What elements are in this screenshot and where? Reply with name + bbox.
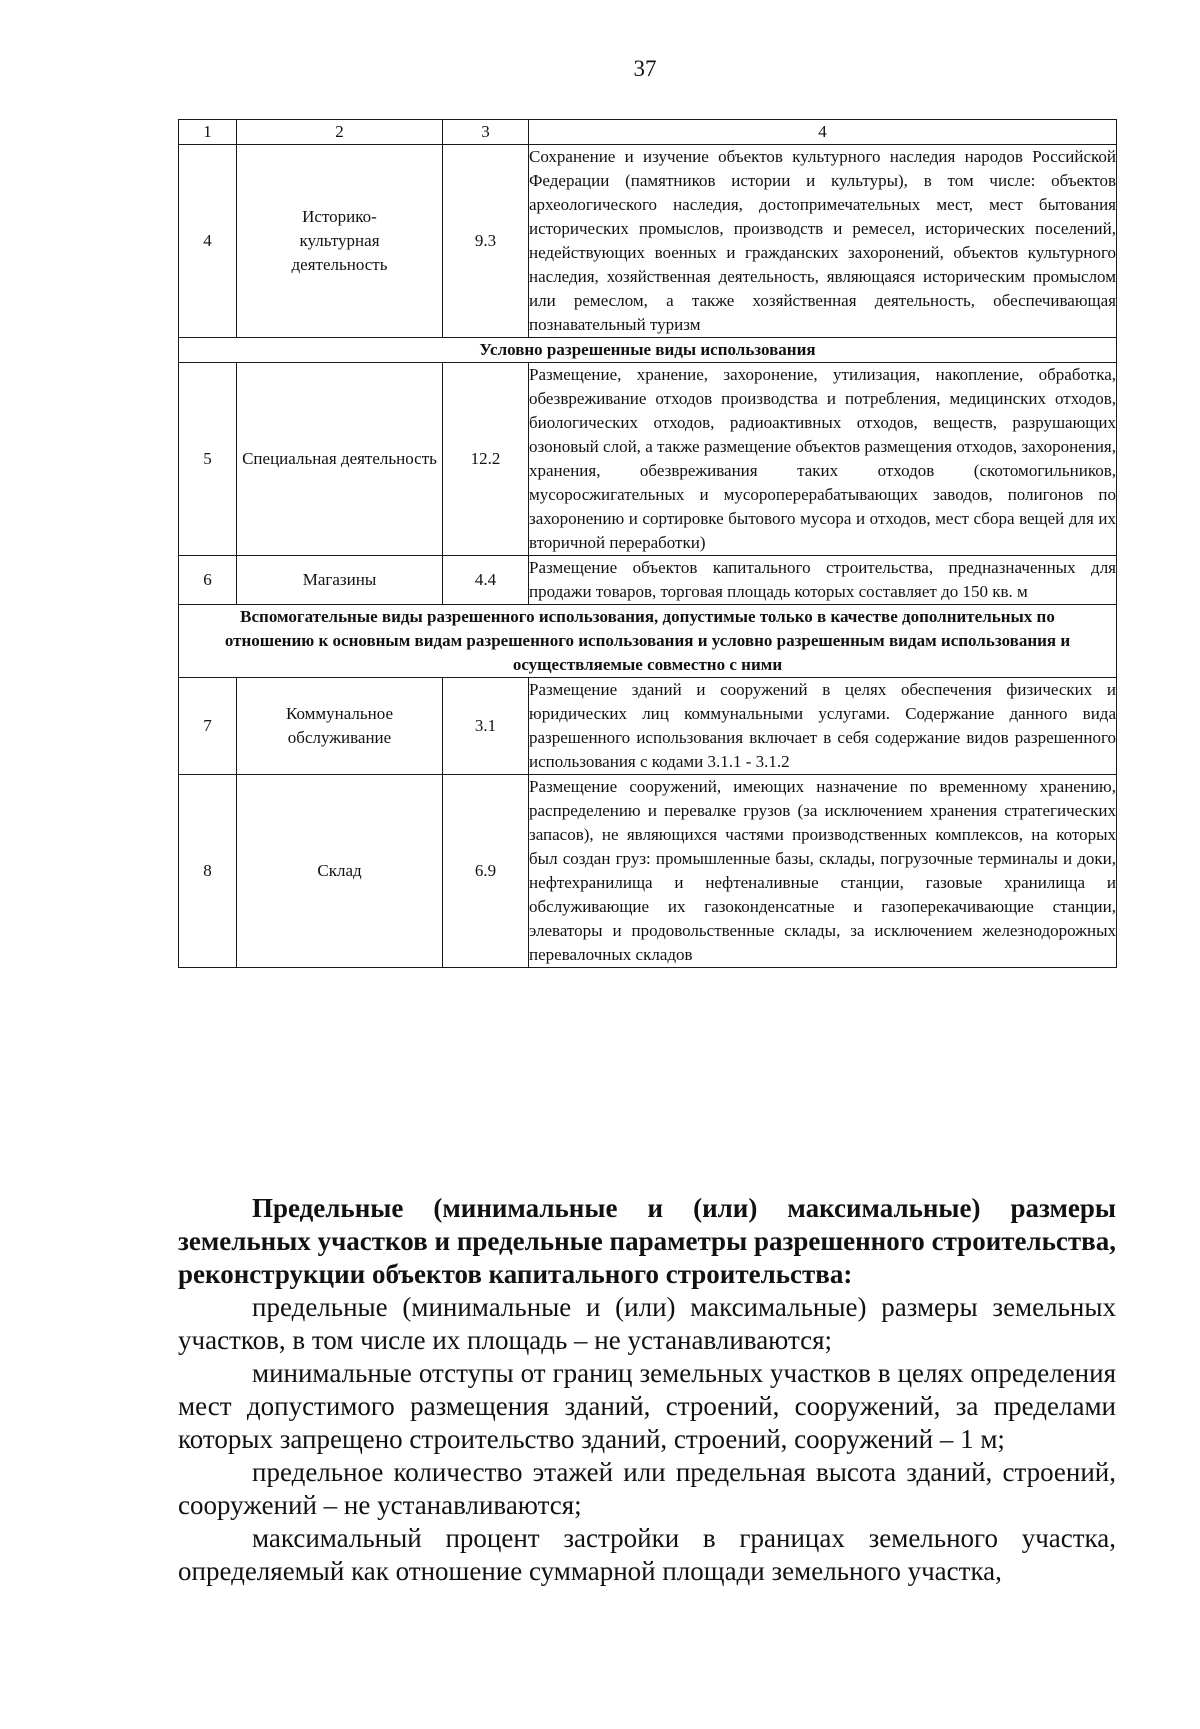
header-cell: 4: [529, 120, 1117, 145]
use-name: Историко- культурная деятельность: [237, 145, 443, 338]
section-row-conditional: [179, 338, 1117, 363]
use-code: 4.4: [443, 556, 529, 605]
header-cell: 3: [443, 120, 529, 145]
table-row: [179, 363, 1117, 556]
table-header-row: [179, 120, 1117, 145]
row-number: 6: [179, 556, 237, 605]
table-row: [179, 775, 1117, 968]
row-number: 7: [179, 678, 237, 775]
body-text: [178, 1192, 1116, 1588]
table-row: [179, 145, 1117, 338]
section-title: Условно разрешенные виды использования: [179, 338, 1117, 363]
row-number: 8: [179, 775, 237, 968]
paragraph: предельные (минимальные и (или) максимальные) размеры земельных участков, в том числе их площадь – не устанавливаются;: [178, 1292, 1116, 1355]
use-name: Коммунальное обслуживание: [237, 678, 443, 775]
table-row: [179, 556, 1117, 605]
use-name: Склад: [237, 775, 443, 968]
section-row-auxiliary: [179, 605, 1117, 678]
use-description: Размещение, хранение, захоронение, утилизация, накопление, обработка, обезвреживание отходов производства и потребления, медицинских отходов, биологических отходов, радиоактивных отходов, веществ, разрушающих озоновый слой, а также размещение объектов размещения отходов, захоронения, хранения, обезвреживания таких отходов (скотомогильников, мусоросжигательных и мусороперерабатывающих заводов, полигонов по захоронению и сортировке бытового мусора и отходов, мест сбора вещей для их вторичной переработки): [529, 363, 1117, 556]
paragraph: минимальные отступы от границ земельных участков в целях определения мест допустимого размещения зданий, строений, сооружений, за пределами которых запрещено строительство зданий, строений, сооружений – 1 м;: [178, 1358, 1116, 1454]
use-code: 6.9: [443, 775, 529, 968]
header-cell: 1: [179, 120, 237, 145]
use-code: 12.2: [443, 363, 529, 556]
paragraph: предельное количество этажей или предельная высота зданий, строений, сооружений – не устанавливаются;: [178, 1457, 1116, 1520]
paragraph: максимальный процент застройки в границах земельного участка, определяемый как отношение суммарной площади земельного участка,: [178, 1523, 1116, 1586]
use-description: Размещение зданий и сооружений в целях обеспечения физических и юридических лиц коммунальными услугами. Содержание данного вида разрешенного использования включает в себя содержание видов разрешенного использования с кодами 3.1.1 - 3.1.2: [529, 678, 1117, 775]
land-use-table: [178, 119, 1117, 968]
row-number: 5: [179, 363, 237, 556]
use-name: Специальная деятельность: [237, 363, 443, 556]
use-name: Магазины: [237, 556, 443, 605]
use-code: 9.3: [443, 145, 529, 338]
table-row: [179, 678, 1117, 775]
use-description: Размещение сооружений, имеющих назначение по временному хранению, распределению и перевалке грузов (за исключением хранения стратегических запасов), не являющихся частями производственных комплексов, на которых был создан груз: промышленные базы, склады, погрузочные терминалы и доки, нефтехранилища и нефтеналивные станции, газовые хранилища и обслуживающие их газоконденсатные и газоперекачивающие станции, элеваторы и продовольственные склады, за исключением железнодорожных перевалочных складов: [529, 775, 1117, 968]
page-number: 37: [633, 56, 657, 81]
use-description: Сохранение и изучение объектов культурного наследия народов Российской Федерации (памятников истории и культуры), в том числе: объектов археологического наследия, достопримечательных мест, мест бытования исторических промыслов, производств и ремесел, исторических поселений, недействующих военных и гражданских захоронений, объектов культурного наследия, хозяйственная деятельность, являющаяся историческим промыслом или ремеслом, а также хозяйственная деятельность, обеспечивающая познавательный туризм: [529, 145, 1117, 338]
header-cell: 2: [237, 120, 443, 145]
section-title: Вспомогательные виды разрешенного использования, допустимые только в качестве дополнительных по отношению к основным видам разрешенного использования и условно разрешенным видам использования и осуществляемые совместно с ними: [179, 605, 1117, 678]
row-number: 4: [179, 145, 237, 338]
section-heading: Предельные (минимальные и (или) максимальные) размеры земельных участков и предельные параметры разрешенного строительства, реконструкции объектов капитального строительства:: [178, 1193, 1116, 1289]
use-code: 3.1: [443, 678, 529, 775]
use-description: Размещение объектов капитального строительства, предназначенных для продажи товаров, торговая площадь которых составляет до 150 кв. м: [529, 556, 1117, 605]
